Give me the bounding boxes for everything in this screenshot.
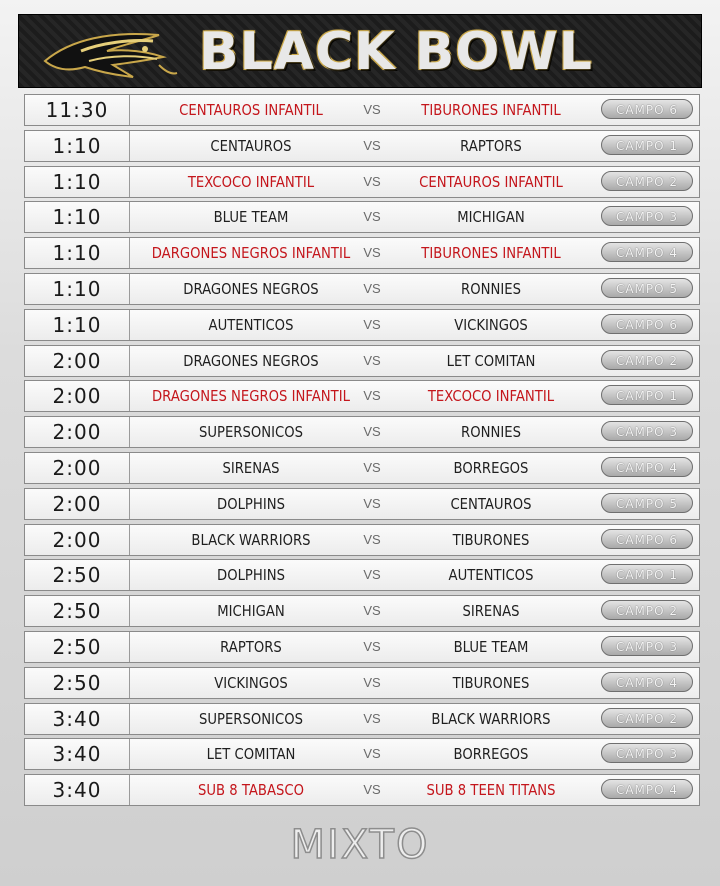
schedule-row xyxy=(24,667,700,699)
field-badge: CAMPO 5 xyxy=(601,278,693,298)
versus-label: VS xyxy=(363,746,381,762)
match-time: 2:00 xyxy=(25,381,130,411)
match-time: 2:00 xyxy=(25,417,130,447)
field-badge: CAMPO 6 xyxy=(601,314,693,334)
home-team: MICHIGAN xyxy=(217,602,285,621)
schedule-row xyxy=(24,631,700,663)
field-badge: CAMPO 4 xyxy=(601,779,693,799)
field-badge: CAMPO 2 xyxy=(601,600,693,620)
field-badge: CAMPO 3 xyxy=(601,421,693,441)
field-badge: CAMPO 2 xyxy=(601,708,693,728)
away-team: TEXCOCO INFANTIL xyxy=(427,387,555,406)
home-team: SIRENAS xyxy=(222,458,280,477)
versus-label: VS xyxy=(363,352,381,368)
schedule-row xyxy=(24,94,700,126)
match-time: 11:30 xyxy=(25,95,130,125)
field-badge: CAMPO 3 xyxy=(601,636,693,656)
schedule-row xyxy=(24,345,700,377)
home-team: CENTAUROS xyxy=(210,136,292,155)
home-team: DOLPHINS xyxy=(217,494,285,513)
away-team: SIRENAS xyxy=(462,602,520,621)
versus-label: VS xyxy=(363,424,381,440)
versus-label: VS xyxy=(363,388,381,404)
schedule-list xyxy=(24,94,700,810)
field-badge: CAMPO 5 xyxy=(601,493,693,513)
home-team: RAPTORS xyxy=(220,637,282,656)
home-team: SUB 8 TABASCO xyxy=(197,781,305,800)
home-team: SUPERSONICOS xyxy=(198,423,304,442)
home-team: DARGONES NEGROS INFANTIL xyxy=(151,244,351,263)
away-team: TIBURONES INFANTIL xyxy=(421,101,561,119)
match-time: 1:10 xyxy=(25,202,130,232)
versus-label: VS xyxy=(363,209,381,225)
field-badge: CAMPO 6 xyxy=(601,99,693,119)
schedule-row xyxy=(24,237,700,269)
versus-label: VS xyxy=(363,245,381,261)
home-team: VICKINGOS xyxy=(214,673,288,692)
versus-label: VS xyxy=(363,137,381,153)
away-team: MICHIGAN xyxy=(457,208,525,227)
match-time: 2:00 xyxy=(25,453,130,483)
field-badge: CAMPO 4 xyxy=(601,672,693,692)
away-team: BLACK WARRIORS xyxy=(431,709,551,728)
versus-label: VS xyxy=(363,603,381,619)
schedule-row xyxy=(24,595,700,627)
home-team: TEXCOCO INFANTIL xyxy=(187,172,315,191)
match-time: 2:00 xyxy=(25,525,130,555)
schedule-row xyxy=(24,273,700,305)
away-team: RAPTORS xyxy=(460,136,522,155)
home-team: DRAGONES NEGROS INFANTIL xyxy=(152,387,350,406)
schedule-row xyxy=(24,416,700,448)
schedule-row xyxy=(24,738,700,770)
schedule-row xyxy=(24,309,700,341)
field-badge: CAMPO 1 xyxy=(601,564,693,584)
versus-label: VS xyxy=(363,173,381,189)
field-badge: CAMPO 1 xyxy=(601,135,693,155)
home-team: AUTENTICOS xyxy=(208,315,294,334)
schedule-row xyxy=(24,166,700,198)
home-team: LET COMITAN xyxy=(206,745,296,764)
field-badge: CAMPO 3 xyxy=(601,743,693,763)
field-badge: CAMPO 6 xyxy=(601,529,693,549)
versus-label: VS xyxy=(363,567,381,583)
away-team: CENTAUROS xyxy=(450,494,532,513)
match-time: 2:00 xyxy=(25,489,130,519)
match-time: 3:40 xyxy=(25,775,130,805)
versus-label: VS xyxy=(363,710,381,726)
field-badge: CAMPO 3 xyxy=(601,206,693,226)
match-time: 3:40 xyxy=(25,739,130,769)
away-team: LET COMITAN xyxy=(446,351,536,370)
away-team: CENTAUROS INFANTIL xyxy=(419,172,563,191)
away-team: BLUE TEAM xyxy=(453,637,529,656)
home-team: CENTAUROS INFANTIL xyxy=(179,101,323,119)
header-banner xyxy=(18,14,702,88)
versus-label: VS xyxy=(363,316,381,332)
away-team: BORREGOS xyxy=(453,458,529,477)
home-team: SUPERSONICOS xyxy=(198,709,304,728)
match-time: 1:10 xyxy=(25,238,130,268)
match-time: 2:00 xyxy=(25,346,130,376)
field-badge: CAMPO 4 xyxy=(601,242,693,262)
schedule-row xyxy=(24,559,700,591)
schedule-row xyxy=(24,201,700,233)
match-time: 3:40 xyxy=(25,704,130,734)
match-time: 2:50 xyxy=(25,668,130,698)
versus-label: VS xyxy=(363,280,381,296)
versus-label: VS xyxy=(363,674,381,690)
away-team: RONNIES xyxy=(461,279,521,298)
versus-label: VS xyxy=(363,102,381,117)
match-time: 1:10 xyxy=(25,167,130,197)
field-badge: CAMPO 1 xyxy=(601,385,693,405)
schedule-row xyxy=(24,703,700,735)
page-title: BLACK BOWL xyxy=(199,22,593,82)
match-time: 2:50 xyxy=(25,560,130,590)
away-team: TIBURONES INFANTIL xyxy=(421,244,561,263)
away-team: AUTENTICOS xyxy=(448,566,534,585)
away-team: SUB 8 TEEN TITANS xyxy=(426,781,556,800)
schedule-row xyxy=(24,774,700,806)
schedule-row xyxy=(24,130,700,162)
home-team: DRAGONES NEGROS xyxy=(183,279,319,298)
category-label: MIXTO xyxy=(290,822,430,868)
away-team: TIBURONES xyxy=(452,530,530,549)
match-time: 1:10 xyxy=(25,131,130,161)
match-time: 2:50 xyxy=(25,596,130,626)
match-time: 1:10 xyxy=(25,274,130,304)
home-team: BLACK WARRIORS xyxy=(191,530,311,549)
versus-label: VS xyxy=(363,782,381,798)
away-team: TIBURONES xyxy=(452,673,530,692)
schedule-row xyxy=(24,488,700,520)
field-badge: CAMPO 2 xyxy=(601,171,693,191)
versus-label: VS xyxy=(363,531,381,547)
match-time: 1:10 xyxy=(25,310,130,340)
versus-label: VS xyxy=(363,495,381,511)
schedule-row xyxy=(24,524,700,556)
away-team: RONNIES xyxy=(461,423,521,442)
versus-label: VS xyxy=(363,638,381,654)
home-team: BLUE TEAM xyxy=(213,208,289,227)
dragon-logo-icon xyxy=(41,21,181,85)
home-team: DOLPHINS xyxy=(217,566,285,585)
schedule-row xyxy=(24,452,700,484)
away-team: VICKINGOS xyxy=(454,315,528,334)
home-team: DRAGONES NEGROS xyxy=(183,351,319,370)
away-team: BORREGOS xyxy=(453,745,529,764)
schedule-row xyxy=(24,380,700,412)
field-badge: CAMPO 4 xyxy=(601,457,693,477)
versus-label: VS xyxy=(363,459,381,475)
match-time: 2:50 xyxy=(25,632,130,662)
field-badge: CAMPO 2 xyxy=(601,350,693,370)
